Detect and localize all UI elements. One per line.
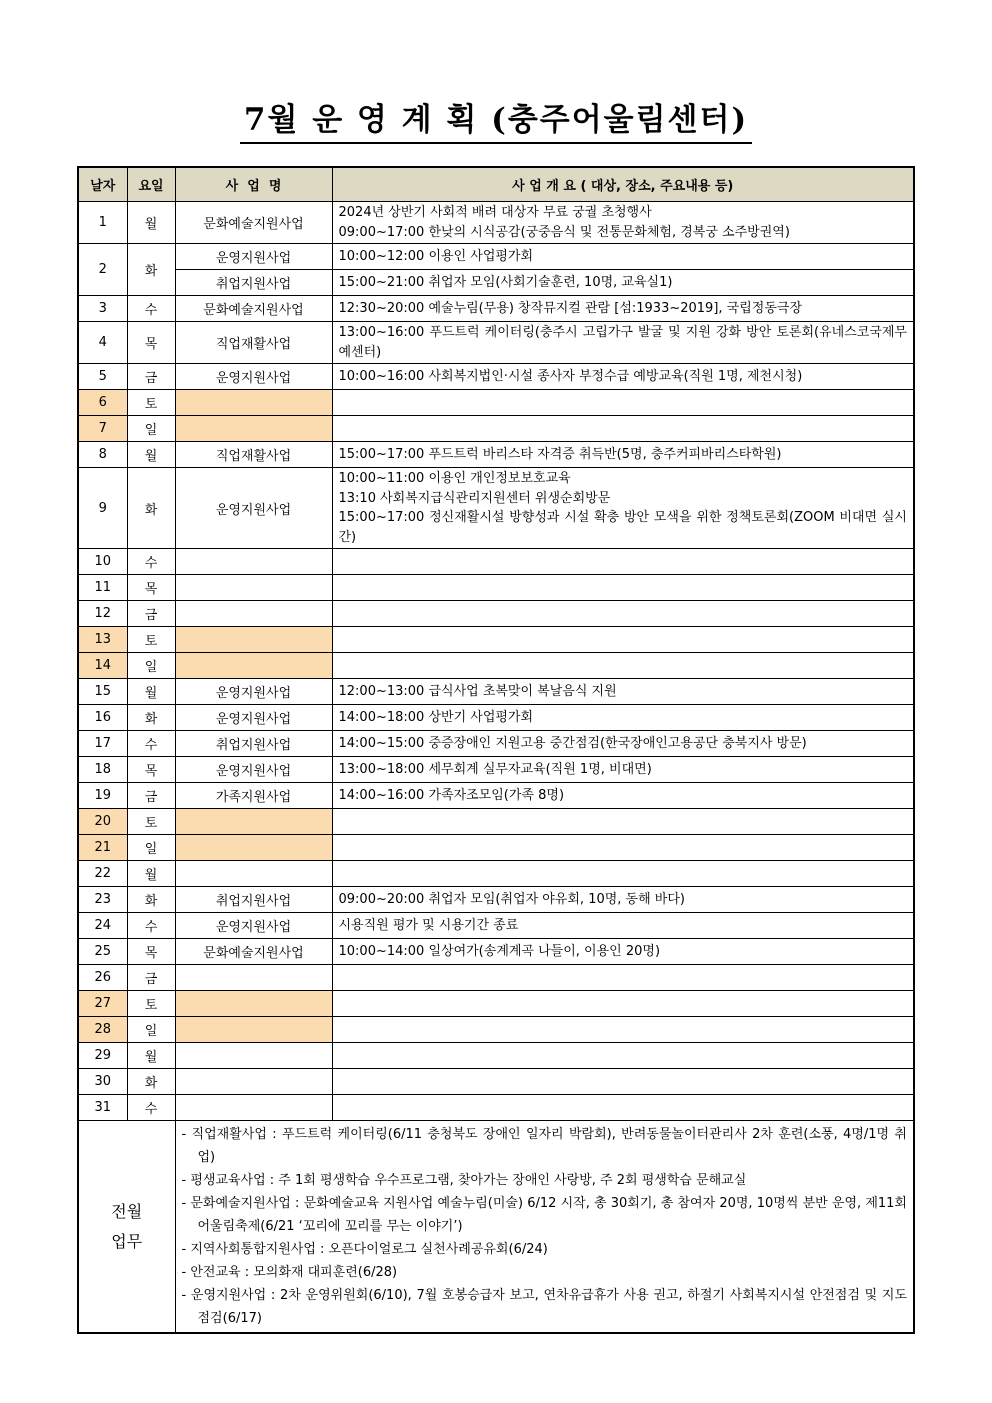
summary-line: 09:00~17:00 한낮의 시식공감(궁중음식 및 전통문화체험, 경복궁 소주방권역) bbox=[338, 224, 790, 240]
summary-line bbox=[339, 864, 908, 884]
day-cell: 수 bbox=[127, 549, 175, 575]
header-program: 사 업 명 bbox=[175, 167, 332, 202]
table-row bbox=[78, 1095, 914, 1121]
program-cell bbox=[175, 601, 332, 627]
table-row bbox=[78, 939, 914, 965]
table-row bbox=[78, 653, 914, 679]
program-cell bbox=[175, 653, 332, 679]
date-cell: 30 bbox=[78, 1069, 127, 1095]
program-cell bbox=[175, 861, 332, 887]
prev-month-content bbox=[175, 1121, 914, 1334]
summary-line: 14:00~15:00 중증장애인 지원고용 중간점검(한국장애인고용공단 충북지사 방문) bbox=[338, 735, 807, 751]
program-cell bbox=[175, 991, 332, 1017]
table-row bbox=[78, 202, 914, 244]
table-row bbox=[78, 835, 914, 861]
day-cell: 금 bbox=[127, 601, 175, 627]
summary-cell bbox=[332, 468, 914, 549]
day-cell: 목 bbox=[127, 939, 175, 965]
prev-month-item: - 지역사회통합지원사업 : 오픈다이얼로그 실천사례공유회(6/24) bbox=[181, 1242, 548, 1257]
day-cell: 토 bbox=[127, 390, 175, 416]
table-row bbox=[78, 809, 914, 835]
table-row bbox=[78, 783, 914, 809]
date-cell: 18 bbox=[78, 757, 127, 783]
date-cell: 29 bbox=[78, 1043, 127, 1069]
summary-line: 15:00~17:00 푸드트럭 바리스타 자격증 취득반(5명, 충주커피바리스타학원) bbox=[338, 446, 782, 462]
day-cell: 목 bbox=[127, 322, 175, 364]
summary-line: 14:00~18:00 상반기 사업평가회 bbox=[338, 709, 534, 725]
summary-line: 13:00~18:00 세무회계 실무자교육(직원 1명, 비대면) bbox=[338, 761, 652, 777]
table-row bbox=[78, 679, 914, 705]
program-cell bbox=[175, 809, 332, 835]
program-cell: 운영지원사업 bbox=[175, 705, 332, 731]
program-cell bbox=[175, 627, 332, 653]
table-row bbox=[78, 913, 914, 939]
summary-line bbox=[339, 1072, 908, 1092]
summary-line: 14:00~16:00 가족자조모임(가족 8명) bbox=[338, 787, 565, 803]
day-cell: 수 bbox=[127, 296, 175, 322]
table-row bbox=[78, 244, 914, 270]
summary-line bbox=[339, 604, 908, 624]
day-cell: 화 bbox=[127, 705, 175, 731]
program-cell: 취업지원사업 bbox=[175, 887, 332, 913]
summary-line: 13:00~16:00 푸드트럭 케이터링(충주시 고립가구 발굴 및 지원 강화 방안 토론회(유네스코국제무예센터) bbox=[338, 325, 907, 360]
summary-cell bbox=[332, 965, 914, 991]
table-row bbox=[78, 887, 914, 913]
summary-cell bbox=[332, 783, 914, 809]
summary-line: 10:00~12:00 이용인 사업평가회 bbox=[338, 248, 534, 264]
summary-cell bbox=[332, 575, 914, 601]
day-cell: 화 bbox=[127, 1069, 175, 1095]
table-row bbox=[78, 1069, 914, 1095]
summary-cell bbox=[332, 939, 914, 965]
page-title: 7월 운 영 계 획 (충주어울림센터) bbox=[240, 100, 752, 144]
date-cell: 11 bbox=[78, 575, 127, 601]
summary-cell bbox=[332, 991, 914, 1017]
summary-cell bbox=[332, 627, 914, 653]
program-cell bbox=[175, 416, 332, 442]
summary-cell bbox=[332, 390, 914, 416]
summary-line bbox=[339, 656, 908, 676]
date-cell: 16 bbox=[78, 705, 127, 731]
day-cell: 일 bbox=[127, 653, 175, 679]
summary-cell bbox=[332, 809, 914, 835]
program-cell bbox=[175, 1043, 332, 1069]
program-cell bbox=[175, 549, 332, 575]
summary-cell bbox=[332, 757, 914, 783]
date-cell: 24 bbox=[78, 913, 127, 939]
summary-cell bbox=[332, 202, 914, 244]
program-cell: 문화예술지원사업 bbox=[175, 202, 332, 244]
summary-line: 13:10 사회복지급식관리지원센터 위생순회방문 bbox=[338, 490, 611, 506]
table-row bbox=[78, 416, 914, 442]
summary-line: 2024년 상반기 사회적 배려 대상자 무료 궁궐 초청행사 bbox=[338, 205, 652, 220]
program-cell bbox=[175, 1069, 332, 1095]
date-cell: 8 bbox=[78, 442, 127, 468]
day-cell: 수 bbox=[127, 913, 175, 939]
day-cell: 일 bbox=[127, 1017, 175, 1043]
summary-line bbox=[339, 393, 908, 413]
program-cell: 운영지원사업 bbox=[175, 244, 332, 270]
day-cell: 토 bbox=[127, 991, 175, 1017]
table-row bbox=[78, 627, 914, 653]
schedule-table bbox=[77, 166, 915, 1334]
summary-line bbox=[339, 552, 908, 572]
prev-month-label bbox=[78, 1121, 175, 1334]
day-cell: 수 bbox=[127, 731, 175, 757]
date-cell: 7 bbox=[78, 416, 127, 442]
summary-line bbox=[339, 994, 908, 1014]
table-row bbox=[78, 1043, 914, 1069]
date-cell: 10 bbox=[78, 549, 127, 575]
table-row bbox=[78, 1017, 914, 1043]
day-cell: 화 bbox=[127, 468, 175, 549]
summary-cell bbox=[332, 861, 914, 887]
day-cell: 목 bbox=[127, 575, 175, 601]
summary-line: 10:00~16:00 사회복지법인·시설 종사자 부정수급 예방교육(직원 1명, 제천시청) bbox=[338, 368, 803, 384]
summary-cell bbox=[332, 601, 914, 627]
summary-line: 10:00~14:00 일상여가(송계계곡 나들이, 이용인 20명) bbox=[338, 943, 661, 959]
day-cell: 월 bbox=[127, 679, 175, 705]
day-cell: 금 bbox=[127, 364, 175, 390]
table-row bbox=[78, 575, 914, 601]
header-day: 요일 bbox=[127, 167, 175, 202]
program-cell: 취업지원사업 bbox=[175, 270, 332, 296]
header-date: 날자 bbox=[78, 167, 127, 202]
summary-cell bbox=[332, 244, 914, 270]
date-cell: 27 bbox=[78, 991, 127, 1017]
summary-line: 시용직원 평가 및 시용기간 종료 bbox=[338, 917, 519, 933]
table-row bbox=[78, 270, 914, 296]
prev-month-list bbox=[176, 1121, 914, 1332]
summary-line bbox=[339, 838, 908, 858]
prev-month-item: - 직업재활사업 : 푸드트럭 케이터링(6/11 충청북도 장애인 일자리 박람회), 반려동물놀이터관리사 2차 훈련(소풍, 4명/1명 취업) bbox=[181, 1127, 907, 1165]
table-row bbox=[78, 965, 914, 991]
prev-month-label-line1: 전월 bbox=[111, 1201, 143, 1221]
prev-month-item: - 문화예술지원사업 : 문화예술교육 지원사업 예술누림(미술) 6/12 시작, 총 30회기, 총 참여자 20명, 10명씩 분반 운영, 제11회 어울림축제(6/21 ‘꼬리에 꼬리를 무는 이야기’) bbox=[181, 1196, 907, 1234]
date-cell: 1 bbox=[78, 202, 127, 244]
date-cell: 21 bbox=[78, 835, 127, 861]
summary-line: 15:00~17:00 정신재활시설 방향성과 시설 확충 방안 모색을 위한 정책토론회(ZOOM 비대면 실시간) bbox=[338, 510, 907, 545]
table-row bbox=[78, 991, 914, 1017]
prev-month-item: - 평생교육사업 : 주 1회 평생학습 우수프로그램, 찾아가는 장애인 사랑방, 주 2회 평생학습 문해교실 bbox=[181, 1173, 747, 1188]
date-cell: 28 bbox=[78, 1017, 127, 1043]
date-cell: 20 bbox=[78, 809, 127, 835]
program-cell bbox=[175, 575, 332, 601]
summary-line: 12:30~20:00 예술누림(무용) 창작뮤지컬 관람 [섬:1933~2019], 국립정동극장 bbox=[338, 300, 803, 316]
day-cell: 금 bbox=[127, 783, 175, 809]
day-cell: 토 bbox=[127, 627, 175, 653]
summary-line bbox=[339, 968, 908, 988]
program-cell: 취업지원사업 bbox=[175, 731, 332, 757]
summary-cell bbox=[332, 442, 914, 468]
summary-cell bbox=[332, 296, 914, 322]
date-cell: 13 bbox=[78, 627, 127, 653]
program-cell: 운영지원사업 bbox=[175, 364, 332, 390]
day-cell: 월 bbox=[127, 1043, 175, 1069]
date-cell: 31 bbox=[78, 1095, 127, 1121]
program-cell: 운영지원사업 bbox=[175, 468, 332, 549]
day-cell: 토 bbox=[127, 809, 175, 835]
program-cell: 직업재활사업 bbox=[175, 442, 332, 468]
summary-cell bbox=[332, 731, 914, 757]
date-cell: 22 bbox=[78, 861, 127, 887]
summary-cell bbox=[332, 1069, 914, 1095]
summary-cell bbox=[332, 270, 914, 296]
program-cell bbox=[175, 390, 332, 416]
day-cell: 월 bbox=[127, 442, 175, 468]
prev-month-item: - 운영지원사업 : 2차 운영위원회(6/10), 7월 호봉승급자 보고, 연차유급휴가 사용 권고, 하절기 사회복지시설 안전점검 및 지도점검(6/17) bbox=[181, 1288, 907, 1326]
table-row bbox=[78, 549, 914, 575]
date-cell: 25 bbox=[78, 939, 127, 965]
summary-cell bbox=[332, 705, 914, 731]
summary-cell bbox=[332, 835, 914, 861]
program-cell: 운영지원사업 bbox=[175, 757, 332, 783]
header-summary: 사 업 개 요 ( 대상, 장소, 주요내용 등) bbox=[332, 167, 914, 202]
summary-cell bbox=[332, 416, 914, 442]
program-cell bbox=[175, 835, 332, 861]
table-row bbox=[78, 296, 914, 322]
summary-line bbox=[339, 1098, 908, 1118]
prev-month-row bbox=[78, 1121, 914, 1334]
program-cell: 직업재활사업 bbox=[175, 322, 332, 364]
summary-line: 15:00~21:00 취업자 모임(사회기술훈련, 10명, 교육실1) bbox=[338, 274, 673, 290]
summary-cell bbox=[332, 1017, 914, 1043]
prev-month-item: - 안전교육 : 모의화재 대피훈련(6/28) bbox=[181, 1265, 398, 1280]
summary-line bbox=[339, 419, 908, 439]
table-row bbox=[78, 861, 914, 887]
summary-cell bbox=[332, 679, 914, 705]
header-row bbox=[78, 167, 914, 202]
summary-line bbox=[339, 578, 908, 598]
date-cell: 19 bbox=[78, 783, 127, 809]
day-cell: 화 bbox=[127, 887, 175, 913]
table-row bbox=[78, 705, 914, 731]
day-cell: 수 bbox=[127, 1095, 175, 1121]
day-cell: 일 bbox=[127, 835, 175, 861]
table-row bbox=[78, 364, 914, 390]
table-row bbox=[78, 468, 914, 549]
date-cell: 6 bbox=[78, 390, 127, 416]
date-cell: 2 bbox=[78, 244, 127, 296]
summary-line: 10:00~11:00 이용인 개인정보보호교육 bbox=[338, 471, 571, 486]
program-cell: 가족지원사업 bbox=[175, 783, 332, 809]
summary-line bbox=[339, 630, 908, 650]
program-cell: 문화예술지원사업 bbox=[175, 939, 332, 965]
summary-cell bbox=[332, 1043, 914, 1069]
program-cell bbox=[175, 1017, 332, 1043]
table-row bbox=[78, 390, 914, 416]
table-row bbox=[78, 442, 914, 468]
date-cell: 4 bbox=[78, 322, 127, 364]
summary-line: 12:00~13:00 급식사업 초복맞이 복날음식 지원 bbox=[338, 683, 617, 699]
table-row bbox=[78, 731, 914, 757]
day-cell: 화 bbox=[127, 244, 175, 296]
date-cell: 17 bbox=[78, 731, 127, 757]
table-row bbox=[78, 601, 914, 627]
date-cell: 12 bbox=[78, 601, 127, 627]
summary-cell bbox=[332, 549, 914, 575]
prev-month-label-line2: 업무 bbox=[111, 1231, 143, 1251]
day-cell: 일 bbox=[127, 416, 175, 442]
date-cell: 9 bbox=[78, 468, 127, 549]
program-cell bbox=[175, 1095, 332, 1121]
date-cell: 23 bbox=[78, 887, 127, 913]
summary-line bbox=[339, 1046, 908, 1066]
program-cell: 운영지원사업 bbox=[175, 679, 332, 705]
summary-cell bbox=[332, 322, 914, 364]
table-row bbox=[78, 322, 914, 364]
day-cell: 금 bbox=[127, 965, 175, 991]
program-cell: 문화예술지원사업 bbox=[175, 296, 332, 322]
table-row bbox=[78, 757, 914, 783]
summary-cell bbox=[332, 653, 914, 679]
summary-cell bbox=[332, 1095, 914, 1121]
summary-cell bbox=[332, 887, 914, 913]
summary-line bbox=[339, 1020, 908, 1040]
program-cell bbox=[175, 965, 332, 991]
summary-cell bbox=[332, 913, 914, 939]
day-cell: 월 bbox=[127, 861, 175, 887]
day-cell: 월 bbox=[127, 202, 175, 244]
day-cell: 목 bbox=[127, 757, 175, 783]
date-cell: 14 bbox=[78, 653, 127, 679]
program-cell: 운영지원사업 bbox=[175, 913, 332, 939]
date-cell: 3 bbox=[78, 296, 127, 322]
summary-line: 09:00~20:00 취업자 모임(취업자 야유회, 10명, 동해 바다) bbox=[338, 891, 685, 907]
date-cell: 26 bbox=[78, 965, 127, 991]
summary-cell bbox=[332, 364, 914, 390]
date-cell: 5 bbox=[78, 364, 127, 390]
summary-line bbox=[339, 812, 908, 832]
date-cell: 15 bbox=[78, 679, 127, 705]
